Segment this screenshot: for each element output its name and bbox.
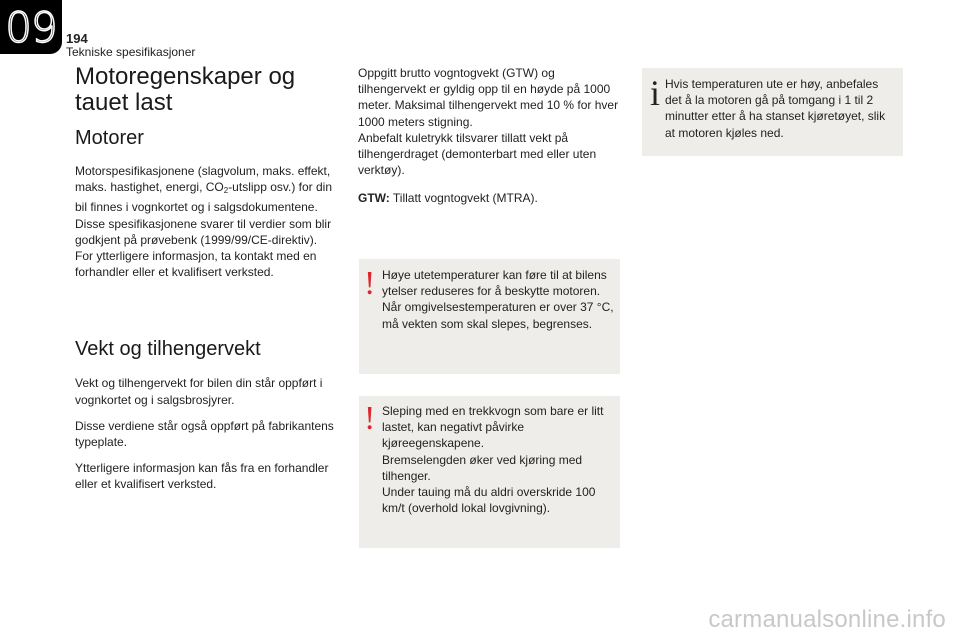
info-box-idling	[642, 68, 903, 156]
motor-heading: Motorer	[75, 127, 144, 149]
weight-heading: Vekt og tilhengervekt	[75, 338, 261, 361]
section-title: Tekniske spesifikasjoner	[66, 45, 196, 59]
gtw-definition	[358, 190, 620, 206]
warning-icon: !	[364, 265, 376, 302]
weight-paragraph-2: Disse verdiene står også oppført på fabrikantens typeplate.	[75, 418, 334, 450]
motor-paragraph-2: Disse spesifikasjonene svarer til verdier som blir godkjent på prøvebenk (1999/99/CE-direktiv).	[75, 216, 332, 247]
page-number: 194	[66, 31, 88, 46]
motor-text	[75, 163, 345, 280]
warning-icon: !	[364, 400, 376, 437]
info-text: Hvis temperaturen ute er høy, anbefales det å la motoren gå på tomgang i 1 til 2 minutter etter å ha stanset kjøretøyet, slik at motoren kjøles ned.	[665, 77, 886, 140]
warning-text	[382, 403, 614, 516]
watermark: carmanualsonline.info	[708, 606, 946, 633]
weight-paragraph-1: Vekt og tilhengervekt for bilen din står oppført i vognkortet og i salgsbrosjyrer.	[75, 376, 323, 407]
warning-paragraph-1: Sleping med en trekkvogn som bare er litt lastet, kan negativt påvirke kjøreegenskapene.	[382, 404, 604, 451]
gtw-paragraph-1: Oppgitt brutto vogntogvekt (GTW) og tilhengervekt er gyldig opp til en høyde på 1000 meter. Maksimal tilhengervekt med 10 % for hver 1000 meters stigning.	[358, 66, 619, 129]
page-title: Motoregenskaper og tauet last	[75, 63, 296, 116]
warning-box-temperature	[359, 259, 620, 374]
chapter-number: 09	[5, 2, 57, 52]
motor-paragraph-1: Motorspesifikasjonene (slagvolum, maks. effekt, maks. hastighet, energi, $CO_2$-utslipp osv.) for din bil finnes i vognkortet og i salgsdokumentene.	[75, 164, 333, 215]
gtw-definition-text: Tillatt vogntogvekt (MTRA).	[389, 191, 538, 206]
column-left	[75, 64, 345, 503]
gtw-text	[358, 65, 620, 178]
weight-paragraph-3: Ytterligere informasjon kan fås fra en forhandler eller et kvalifisert verksted.	[75, 461, 329, 492]
motor-paragraph-3: For ytterligere informasjon, ta kontakt med en forhandler eller et kvalifisert verksted.	[75, 249, 317, 280]
gtw-paragraph-2: Anbefalt kuletrykk tilsvarer tillatt vekt på tilhengerdraget (demonterbart med eller uten verktøy).	[358, 130, 597, 178]
chapter-tab	[0, 0, 62, 54]
warning-text: Høye utetemperaturer kan føre til at bilens ytelser reduseres for å beskytte motoren. Når omgivelsestemperaturen er over 37 °C, må vekten som skal slepes, begrenses.	[382, 268, 614, 331]
gtw-label: GTW:	[358, 191, 390, 206]
weight-text	[75, 375, 345, 492]
warning-paragraph-3: Under tauing må du aldri overskride 100 km/t (overhold lokal lovgivning).	[382, 485, 596, 516]
warning-paragraph-2: Bremselengden øker ved kjøring med tilhenger.	[382, 452, 583, 483]
column-middle	[358, 65, 620, 207]
info-icon: i	[650, 73, 661, 113]
warning-box-towing	[359, 396, 620, 548]
